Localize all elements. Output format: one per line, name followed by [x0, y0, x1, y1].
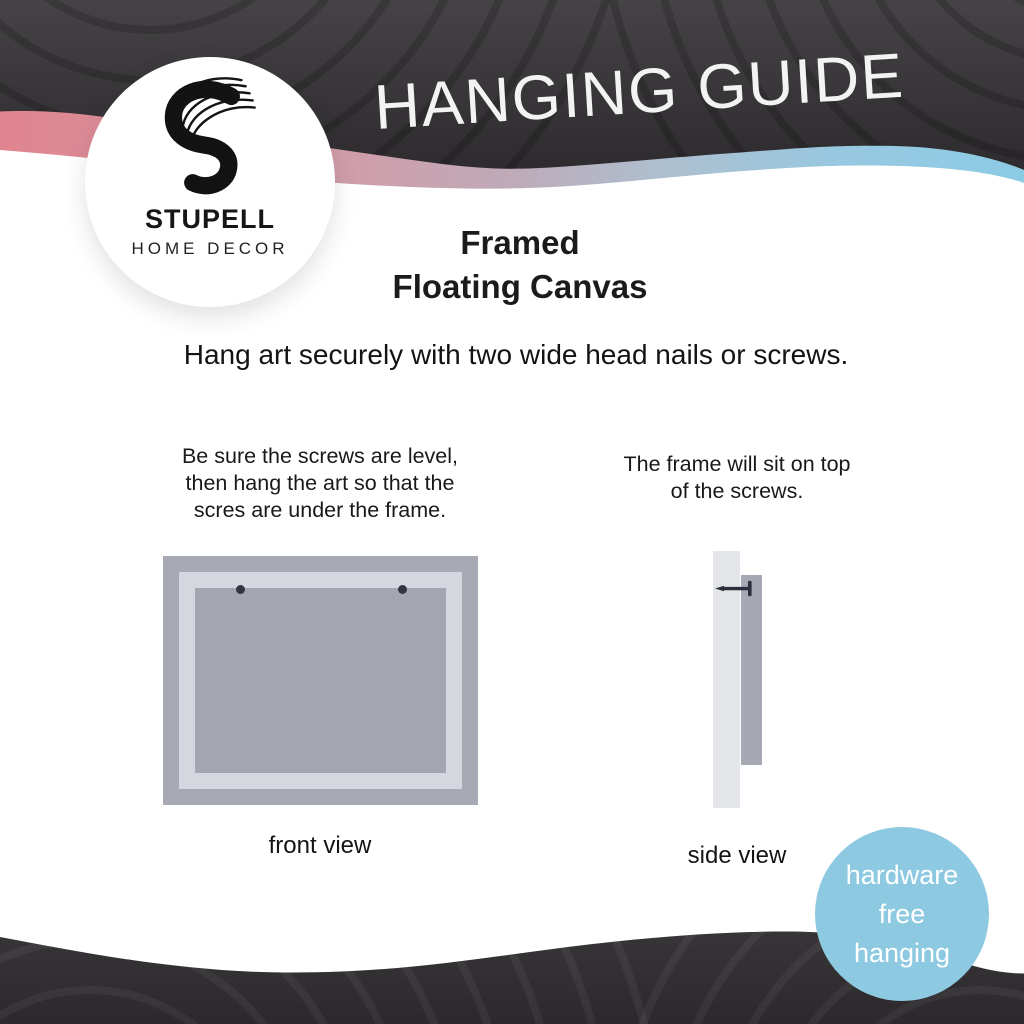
front-view-caption: front view: [268, 832, 372, 859]
page-title: HANGING GUIDE: [372, 40, 907, 143]
screw-head-dot-icon: [398, 585, 407, 594]
product-title-line-2: Floating Canvas: [392, 268, 648, 305]
front-note-line-1: Be sure the screws are level,: [181, 444, 459, 468]
brand-tagline: HOME DECOR: [131, 239, 289, 258]
screw-head-dot-icon: [236, 585, 245, 594]
side-view-frame-bar: [741, 575, 762, 765]
nail-side-icon: [714, 580, 754, 597]
badge-line-2: free: [878, 898, 926, 929]
front-note-line-3: scres are under the frame.: [193, 498, 447, 522]
front-view-note: [165, 443, 475, 524]
stupell-swirl-s-icon: [144, 70, 276, 202]
front-note-line-2: then hang the art so that the: [185, 471, 455, 495]
brand-logo-circle: [85, 57, 335, 307]
product-title: [320, 221, 720, 309]
side-note-line-1: The frame will sit on top: [623, 452, 851, 476]
side-view-caption: side view: [687, 842, 787, 869]
front-view-frame-diagram: [163, 556, 478, 805]
main-instruction: Hang art securely with two wide head nails or screws.: [183, 339, 849, 370]
frame-canvas: [195, 588, 446, 773]
product-title-line-1: Framed: [460, 224, 580, 261]
badge-line-3: hanging: [853, 937, 951, 968]
side-view-note: [582, 451, 892, 505]
hardware-free-hanging-badge: [815, 827, 989, 1001]
brand-name: STUPELL: [144, 204, 275, 234]
badge-line-1: hardware: [845, 859, 959, 890]
side-note-line-2: of the screws.: [670, 479, 804, 503]
